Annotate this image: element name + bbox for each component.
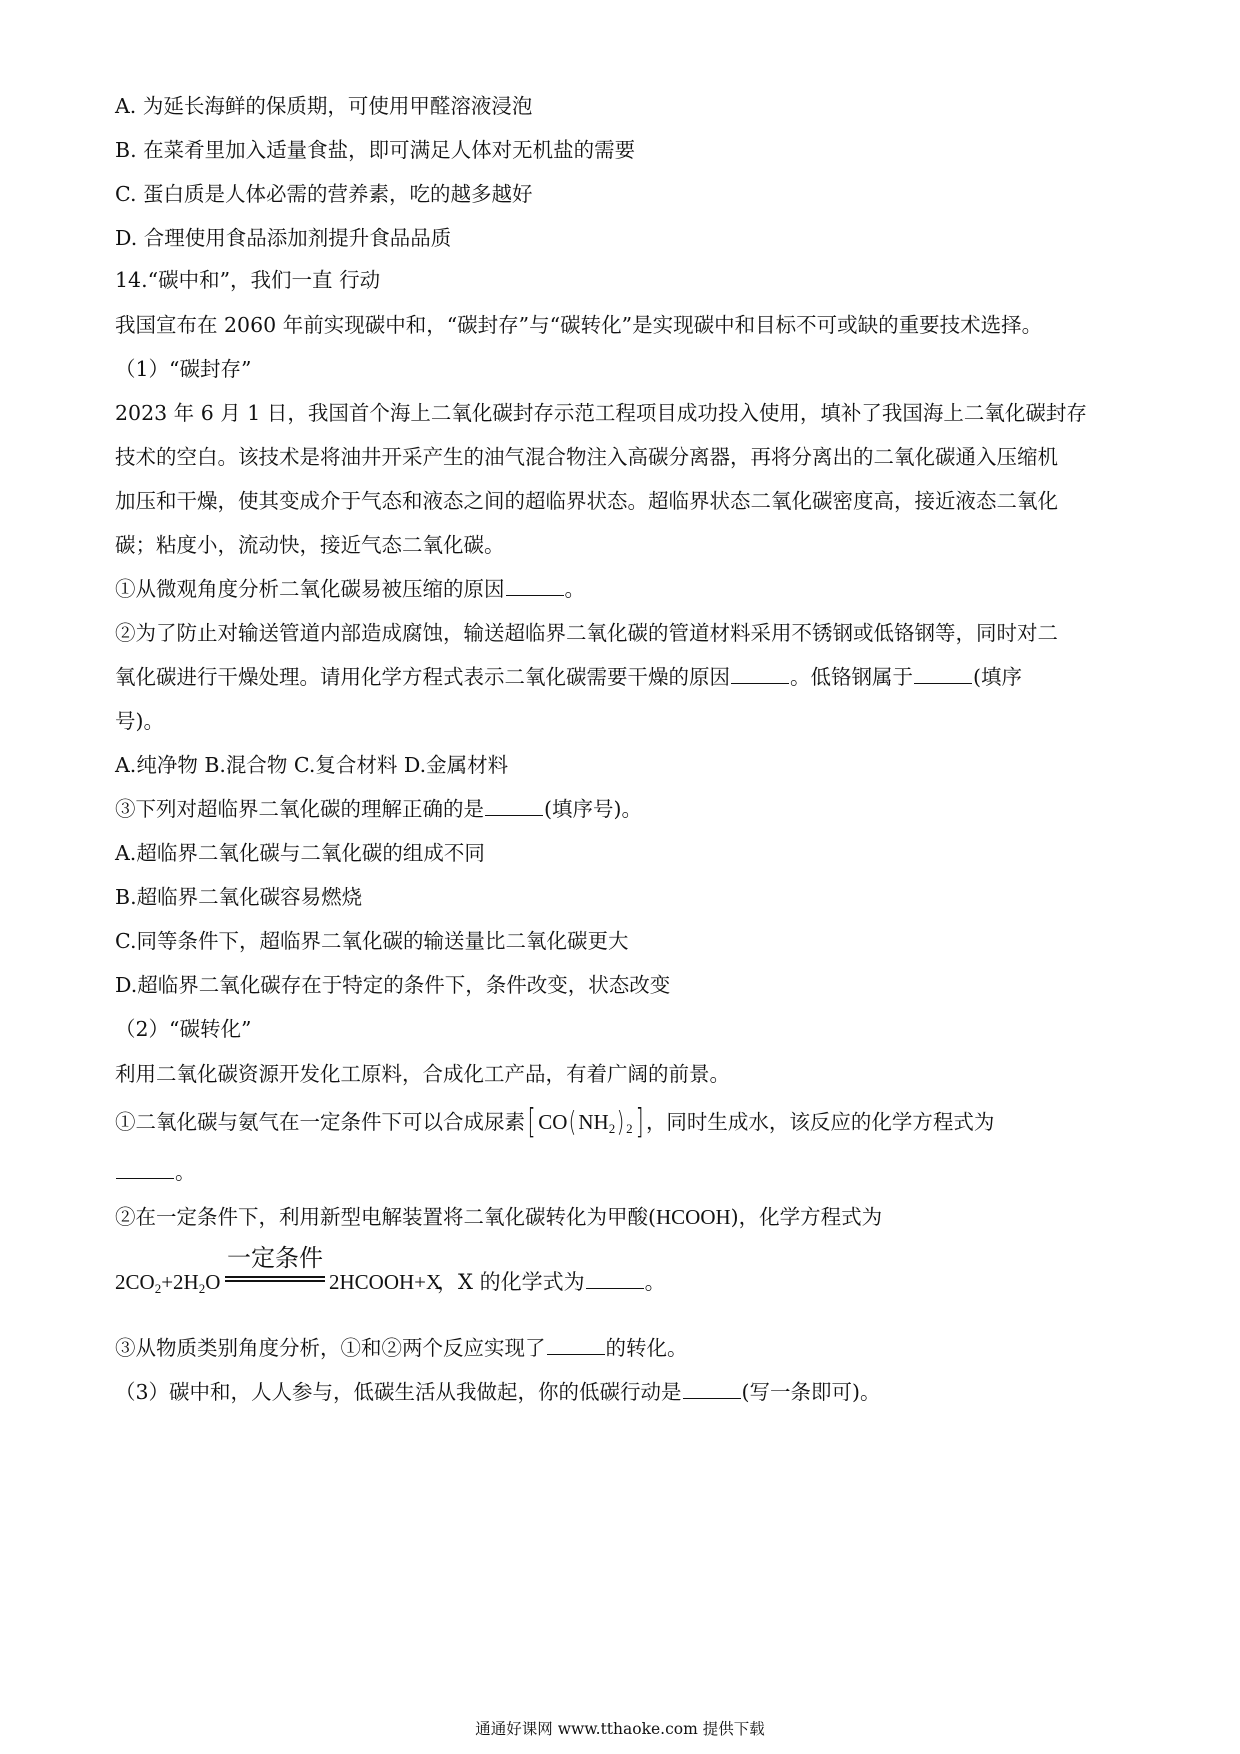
sub-question-1-3 (115, 795, 1125, 823)
question-text: ①从微观角度分析二氧化碳易被压缩的原因 (115, 577, 505, 601)
sub-question-1-2-cont (115, 663, 1125, 691)
question-text: 。 (175, 1160, 196, 1184)
option-c: C. 蛋白质是人体必需的营养素，吃的越多越好 (115, 182, 533, 206)
sub-question-1-2: ②为了防止对输送管道内部造成腐蚀，输送超临界二氧化碳的管道材料采用不锈钢或低铬钢等，同时对二 (115, 621, 1058, 645)
section-1-heading: （1）“碳封存” (115, 357, 252, 381)
question-14-title: 14.“碳中和”，我们一直 行动 (115, 268, 381, 292)
question-text: 氧化碳进行干燥处理。请用化学方程式表示二氧化碳需要干燥的原因 (115, 665, 730, 689)
question-text: ③从物质类别角度分析，①和②两个反应实现了 (115, 1336, 546, 1360)
question-text: 。低铬钢属于 (790, 665, 913, 689)
paragraph-line: 2023 年 6 月 1 日，我国首个海上二氧化碳封存示范工程项目成功投入使用，填补了我国海上二氧化碳封存 (115, 401, 1087, 425)
question-text: ③下列对超临界二氧化碳的理解正确的是 (115, 797, 484, 821)
sub-question-2-2 (115, 1203, 1125, 1231)
question-text: 的转化。 (605, 1336, 688, 1360)
question-text: ②在一定条件下，利用新型电解装置将二氧化碳转化为甲酸( (115, 1205, 656, 1229)
question-text: )，化学方程式为 (730, 1205, 883, 1229)
answer-blank[interactable] (547, 1353, 605, 1355)
paragraph-line: 加压和干燥，使其变成介于气态和液态之间的超临界状态。超临界状态二氧化碳密度高，接近液态二氧化 (115, 489, 1058, 513)
answer-blank[interactable] (731, 682, 789, 684)
equation-condition: 一定条件 (227, 1244, 323, 1272)
answer-blank[interactable] (914, 682, 972, 684)
choice-c: C.同等条件下，超临界二氧化碳的输送量比二氧化碳更大 (115, 929, 629, 953)
question-text: (填序 (973, 665, 1022, 689)
question-text: （3）碳中和，人人参与，低碳生活从我做起，你的低碳行动是 (115, 1380, 682, 1404)
choice-a: A.超临界二氧化碳与二氧化碳的组成不同 (115, 841, 485, 865)
question-text: ①二氧化碳与氨气在一定条件下可以合成尿素 (115, 1110, 525, 1134)
option-d: D. 合理使用食品添加剂提升食品品质 (115, 226, 452, 250)
sub-question-2-1: ①二氧化碳与氨气在一定条件下可以合成尿素[ $CO(NH_2)$ $_2$] ，同时生成水，该反应的化学方程式为 (115, 1102, 995, 1142)
equation-reactants: $2CO_2+2H_2O$ (115, 1270, 221, 1296)
intro-paragraph: 我国宣布在 2060 年前实现碳中和，“碳封存”与“碳转化”是实现碳中和目标不可或缺的重要技术选择。 (115, 313, 1043, 337)
formic-acid-formula: HCOOH (656, 1205, 731, 1229)
sub-question-2-3 (115, 1334, 1125, 1362)
equation-products: 2HCOOH+X (329, 1270, 442, 1294)
paragraph-line: 碳；粘度小，流动快，接近气态二氧化碳。 (115, 533, 505, 557)
urea-formula: $CO(NH_2)$ $_2$ (538, 1105, 633, 1138)
answer-blank[interactable] (485, 814, 543, 816)
question-text: (写一条即可)。 (741, 1380, 881, 1404)
paragraph-line: 技术的空白。该技术是将油井开采产生的油气混合物注入高碳分离器，再将分离出的二氧化碳通入压缩机 (115, 445, 1058, 469)
question-text: (填序号)。 (544, 797, 642, 821)
question-text: ，同时生成水，该反应的化学方程式为 (645, 1110, 995, 1134)
section-2-heading: （2）“碳转化” (115, 1017, 252, 1041)
section-2-intro: 利用二氧化碳资源开发化工原料，合成化工产品，有着广阔的前景。 (115, 1062, 730, 1086)
choice-b: B.超临界二氧化碳容易燃烧 (115, 885, 363, 909)
sub-question-2-1-cont (115, 1158, 1125, 1186)
sub-question-1-1 (115, 575, 1125, 603)
option-a: A. 为延长海鲜的保质期，可使用甲醛溶液浸泡 (115, 94, 533, 118)
equation-equals-sign (225, 1276, 325, 1282)
answer-blank[interactable] (683, 1397, 741, 1399)
choice-d: D.超临界二氧化碳存在于特定的条件下，条件改变，状态改变 (115, 973, 671, 997)
question-text: 。 (564, 577, 585, 601)
page-footer: 通通好课网 www.tthaoke.com 提供下载 (475, 1720, 765, 1738)
answer-blank[interactable] (506, 594, 564, 596)
answer-blank[interactable] (116, 1177, 174, 1179)
option-b: B. 在菜肴里加入适量食盐，即可满足人体对无机盐的需要 (115, 138, 636, 162)
equation-question: ，X 的化学式为 。 (437, 1270, 666, 1294)
material-options: A.纯净物 B.混合物 C.复合材料 D.金属材料 (115, 753, 509, 777)
answer-blank[interactable] (586, 1287, 644, 1289)
sub-question-1-2-end: 号)。 (115, 709, 164, 733)
chemical-equation (115, 1244, 1125, 1304)
sub-question-3 (115, 1378, 1125, 1406)
